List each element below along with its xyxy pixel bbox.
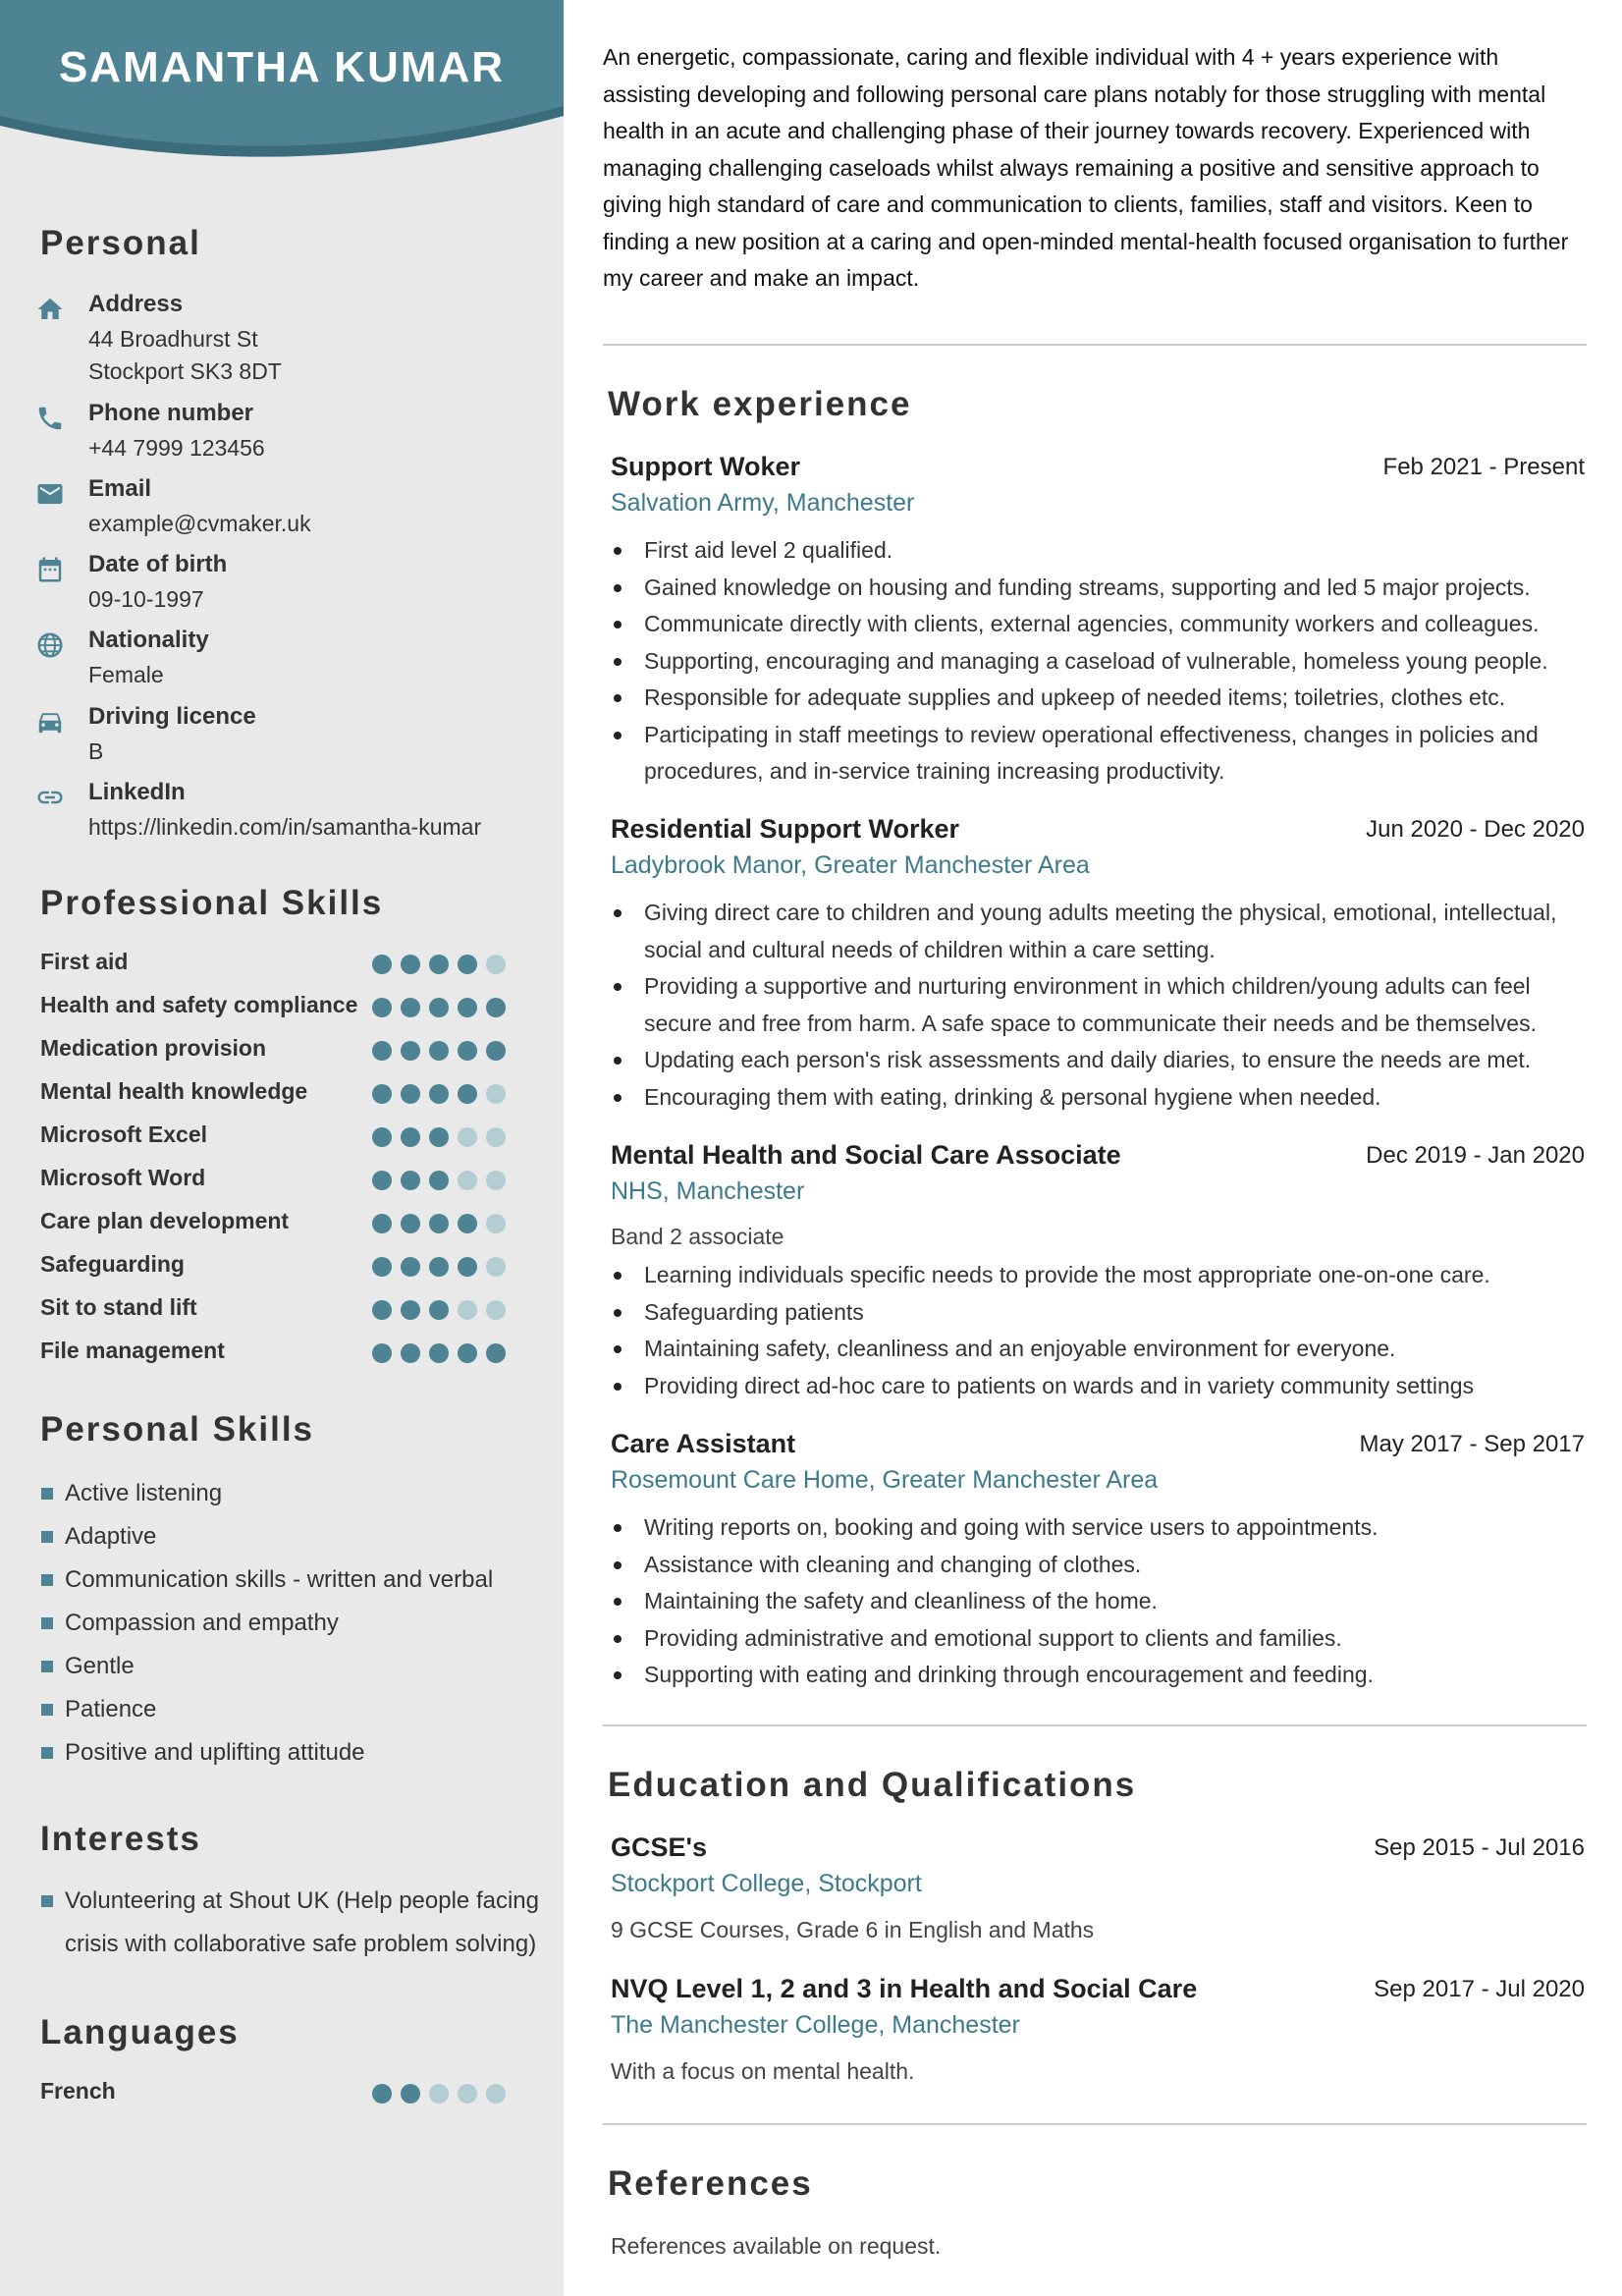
address-label: Address [88, 291, 184, 317]
list-item [43, 1645, 135, 1688]
skill-row [40, 1251, 521, 1285]
languages-heading: Languages [40, 2013, 240, 2051]
rating-dot-filled [429, 1041, 449, 1061]
skill-rating [372, 1257, 510, 1279]
list-item [43, 1688, 156, 1731]
rating-dot-filled [372, 1041, 392, 1061]
interest-line-2: crisis with collaborative safe problem solving) [65, 1931, 537, 1957]
skill-rating [372, 2084, 510, 2105]
address-line-2: Stockport SK3 8DT [88, 358, 282, 384]
skill-name: Safeguarding [40, 1251, 185, 1277]
education-title: GCSE's [611, 1832, 707, 1862]
list-item: Participating in staff meetings to review operational effectiveness, changes in policies and procedures, and in-service training increasing productivity. [611, 717, 1585, 791]
candidate-name: SAMANTHA KUMAR [58, 43, 506, 91]
rating-dot-filled [401, 998, 420, 1017]
rating-dot-filled [372, 955, 392, 974]
skill-name: Microsoft Excel [40, 1121, 207, 1147]
rating-dot-filled [429, 1300, 449, 1320]
job-organisation: NHS, Manchester [611, 1177, 805, 1205]
rating-dot-filled [401, 1343, 420, 1363]
rating-dot-filled [401, 1041, 420, 1061]
skill-rating [372, 1343, 510, 1365]
section-divider [603, 344, 1587, 346]
rating-dot-filled [458, 1343, 477, 1363]
list-item: First aid level 2 qualified. [611, 532, 1585, 570]
square-bullet-icon [41, 1747, 53, 1759]
square-bullet-icon [41, 1895, 53, 1907]
nationality-label: Nationality [88, 627, 209, 653]
skill-name: French [40, 2078, 116, 2104]
car-icon [35, 707, 65, 737]
skill-name: Medication provision [40, 1035, 267, 1061]
skill-rating [372, 1041, 510, 1063]
education-date: Sep 2015 - Jul 2016 [1374, 1834, 1585, 1861]
list-item: Providing a supportive and nurturing environment in which children/young adults can feel secure and free from harm. A safe space to communicate their needs and be themselves. [611, 968, 1585, 1042]
section-divider [603, 1724, 1587, 1726]
phone-label: Phone number [88, 400, 254, 426]
rating-dot-empty [486, 1127, 506, 1147]
rating-dot-filled [458, 1084, 477, 1104]
interests-heading: Interests [40, 1820, 201, 1858]
rating-dot-filled [429, 1343, 449, 1363]
rating-dot-filled [372, 1171, 392, 1190]
skill-rating [372, 1171, 510, 1192]
list-item [43, 1731, 365, 1775]
rating-dot-empty [458, 1300, 477, 1320]
section-divider [603, 2123, 1587, 2125]
rating-dot-filled [372, 1127, 392, 1147]
list-item: Gained knowledge on housing and funding streams, supporting and led 5 major projects. [611, 570, 1585, 607]
rating-dot-filled [372, 1343, 392, 1363]
link-icon [35, 783, 65, 812]
skill-name: Sit to stand lift [40, 1294, 197, 1320]
job-bullets [611, 532, 1585, 791]
education-note: With a focus on mental health. [611, 2058, 915, 2084]
list-item: Assistance with cleaning and changing of clothes. [611, 1547, 1585, 1584]
education-institution: Stockport College, Stockport [611, 1870, 922, 1897]
education-institution: The Manchester College, Manchester [611, 2011, 1020, 2039]
rating-dot-filled [401, 1214, 420, 1233]
job-title: Mental Health and Social Care Associate [611, 1140, 1121, 1170]
skill-rating [372, 998, 510, 1019]
rating-dot-empty [486, 1257, 506, 1277]
rating-dot-empty [486, 2084, 506, 2104]
square-bullet-icon [41, 1704, 53, 1716]
skill-row [40, 992, 521, 1025]
rating-dot-filled [429, 1127, 449, 1147]
list-item [43, 1515, 156, 1558]
skill-row [40, 1035, 521, 1068]
rating-dot-filled [401, 1127, 420, 1147]
list-item: Communicate directly with clients, external agencies, community workers and colleagues. [611, 606, 1585, 643]
job-date: May 2017 - Sep 2017 [1359, 1431, 1585, 1457]
personal-skill-text: Gentle [65, 1653, 135, 1679]
job-title: Residential Support Worker [611, 814, 960, 844]
job-bullets [611, 895, 1585, 1116]
email-value: example@cvmaker.uk [88, 511, 311, 536]
job-organisation: Ladybrook Manor, Greater Manchester Area [611, 851, 1090, 879]
skill-name: Mental health knowledge [40, 1078, 308, 1104]
header-banner [0, 0, 564, 187]
job-organisation: Rosemount Care Home, Greater Manchester Area [611, 1466, 1159, 1494]
skill-row [40, 1294, 521, 1328]
address-line-1: 44 Broadhurst St [88, 326, 258, 352]
job-note: Band 2 associate [611, 1224, 784, 1249]
skill-row [40, 1165, 521, 1198]
rating-dot-filled [372, 998, 392, 1017]
rating-dot-empty [429, 2084, 449, 2104]
rating-dot-empty [486, 1300, 506, 1320]
rating-dot-filled [429, 1214, 449, 1233]
list-item: Maintaining the safety and cleanliness of the home. [611, 1583, 1585, 1620]
interest-item [43, 1880, 539, 1966]
rating-dot-filled [372, 1084, 392, 1104]
personal-skill-text: Adaptive [65, 1523, 157, 1550]
list-item: Giving direct care to children and young adults meeting the physical, emotional, intellectual, social and cultural needs of children within a care setting. [611, 895, 1585, 968]
job-organisation: Salvation Army, Manchester [611, 489, 915, 517]
personal-skill-text: Communication skills - written and verbal [65, 1566, 494, 1593]
job-bullets [611, 1257, 1585, 1404]
education-note: 9 GCSE Courses, Grade 6 in English and Maths [611, 1917, 1095, 1942]
square-bullet-icon [41, 1661, 53, 1672]
education-title: NVQ Level 1, 2 and 3 in Health and Social Care [611, 1974, 1198, 2003]
rating-dot-filled [486, 1041, 506, 1061]
job-title: Support Woker [611, 452, 801, 481]
personal-heading: Personal [40, 224, 201, 262]
rating-dot-filled [372, 2084, 392, 2104]
skill-row [40, 1338, 521, 1371]
education-heading: Education and Qualifications [608, 1766, 1137, 1804]
rating-dot-filled [372, 1257, 392, 1277]
rating-dot-empty [486, 955, 506, 974]
rating-dot-filled [401, 1257, 420, 1277]
personal-skill-text: Compassion and empathy [65, 1610, 339, 1636]
rating-dot-filled [458, 1214, 477, 1233]
driving-licence-label: Driving licence [88, 703, 256, 730]
skill-row [40, 2078, 521, 2111]
skill-row [40, 949, 521, 982]
skill-rating [372, 1300, 510, 1322]
phone-icon [35, 404, 65, 433]
list-item: Writing reports on, booking and going with service users to appointments. [611, 1509, 1585, 1547]
skill-row [40, 1121, 521, 1155]
list-item: Encouraging them with eating, drinking & personal hygiene when needed. [611, 1079, 1585, 1117]
list-item [43, 1472, 222, 1515]
rating-dot-empty [486, 1084, 506, 1104]
job-bullets [611, 1509, 1585, 1694]
square-bullet-icon [41, 1574, 53, 1586]
list-item: Providing direct ad-hoc care to patients on wards and in variety community settings [611, 1368, 1585, 1405]
rating-dot-empty [458, 2084, 477, 2104]
address-value [88, 323, 282, 388]
skill-name: File management [40, 1338, 225, 1363]
job-date: Dec 2019 - Jan 2020 [1366, 1142, 1585, 1169]
skill-rating [372, 1084, 510, 1106]
job-title: Care Assistant [611, 1429, 796, 1458]
rating-dot-filled [429, 1171, 449, 1190]
globe-icon [35, 630, 65, 660]
sidebar [0, 0, 564, 2296]
rating-dot-filled [429, 1257, 449, 1277]
rating-dot-empty [458, 1171, 477, 1190]
rating-dot-filled [486, 998, 506, 1017]
rating-dot-filled [429, 998, 449, 1017]
rating-dot-filled [486, 1343, 506, 1363]
list-item: Safeguarding patients [611, 1294, 1585, 1332]
rating-dot-filled [401, 1084, 420, 1104]
rating-dot-filled [458, 955, 477, 974]
rating-dot-filled [458, 1041, 477, 1061]
list-item: Responsible for adequate supplies and upkeep of needed items; toiletries, clothes etc. [611, 680, 1585, 717]
nationality-value: Female [88, 662, 164, 687]
skill-rating [372, 1214, 510, 1235]
rating-dot-empty [458, 1127, 477, 1147]
main-content [603, 0, 1587, 2296]
email-icon [35, 479, 65, 509]
home-icon [35, 295, 65, 324]
list-item: Providing administrative and emotional support to clients and families. [611, 1620, 1585, 1658]
rating-dot-filled [429, 955, 449, 974]
skill-name: Care plan development [40, 1208, 290, 1233]
job-date: Jun 2020 - Dec 2020 [1366, 816, 1585, 843]
profile-summary: An energetic, compassionate, caring and flexible individual with 4 + years experience with assisting developing and following personal care plans notably for those struggling with mental health in an acute and challenging phase of their journey towards recovery. Experienced with managing challenging caseloads whilst always remaining a positive and sensitive approach to giving high standard of care and communication to clients, families, staff and visitors. Keen to finding a new position at a caring and open-minded mental-health focused organisation to further my career and make an impact. [603, 44, 1569, 291]
personal-skill-text: Patience [65, 1696, 157, 1722]
list-item: Learning individuals specific needs to provide the most appropriate one-on-one care. [611, 1257, 1585, 1294]
rating-dot-filled [372, 1214, 392, 1233]
skill-row [40, 1078, 521, 1112]
professional-skills-heading: Professional Skills [40, 884, 384, 922]
driving-licence-value: B [88, 738, 104, 764]
skill-row [40, 1208, 521, 1241]
phone-value: +44 7999 123456 [88, 435, 265, 461]
list-item: Updating each person's risk assessments and daily diaries, to ensure the needs are met. [611, 1042, 1585, 1079]
skill-name: Health and safety compliance [40, 992, 358, 1017]
interest-line-1: Volunteering at Shout UK (Help people facing [65, 1887, 539, 1914]
rating-dot-filled [401, 1171, 420, 1190]
rating-dot-filled [458, 1257, 477, 1277]
linkedin-label: LinkedIn [88, 779, 186, 805]
skill-rating [372, 1127, 510, 1149]
list-item: Supporting, encouraging and managing a caseload of vulnerable, homeless young people. [611, 643, 1585, 681]
rating-dot-filled [429, 1084, 449, 1104]
list-item: Supporting with eating and drinking through encouragement and feeding. [611, 1657, 1585, 1694]
linkedin-value[interactable]: https://linkedin.com/in/samantha-kumar [88, 814, 482, 840]
rating-dot-filled [401, 2084, 420, 2104]
skill-rating [372, 955, 510, 976]
rating-dot-empty [486, 1171, 506, 1190]
personal-skill-text: Positive and uplifting attitude [65, 1739, 365, 1766]
dob-value: 09-10-1997 [88, 586, 204, 612]
rating-dot-empty [486, 1214, 506, 1233]
references-heading: References [608, 2164, 813, 2203]
square-bullet-icon [41, 1488, 53, 1500]
job-date: Feb 2021 - Present [1382, 454, 1585, 480]
rating-dot-filled [458, 998, 477, 1017]
personal-skill-text: Active listening [65, 1480, 223, 1506]
square-bullet-icon [41, 1531, 53, 1543]
references-text: References available on request. [611, 2233, 942, 2259]
personal-skills-heading: Personal Skills [40, 1410, 315, 1449]
rating-dot-filled [372, 1300, 392, 1320]
dob-label: Date of birth [88, 551, 228, 577]
calendar-icon [35, 555, 65, 584]
skill-name: First aid [40, 949, 129, 974]
email-label: Email [88, 475, 152, 502]
work-experience-heading: Work experience [608, 385, 912, 423]
list-item [43, 1602, 339, 1645]
education-date: Sep 2017 - Jul 2020 [1374, 1976, 1585, 2002]
rating-dot-filled [401, 955, 420, 974]
list-item: Maintaining safety, cleanliness and an enjoyable environment for everyone. [611, 1331, 1585, 1368]
list-item [43, 1558, 493, 1602]
skill-name: Microsoft Word [40, 1165, 206, 1190]
rating-dot-filled [401, 1300, 420, 1320]
square-bullet-icon [41, 1617, 53, 1629]
